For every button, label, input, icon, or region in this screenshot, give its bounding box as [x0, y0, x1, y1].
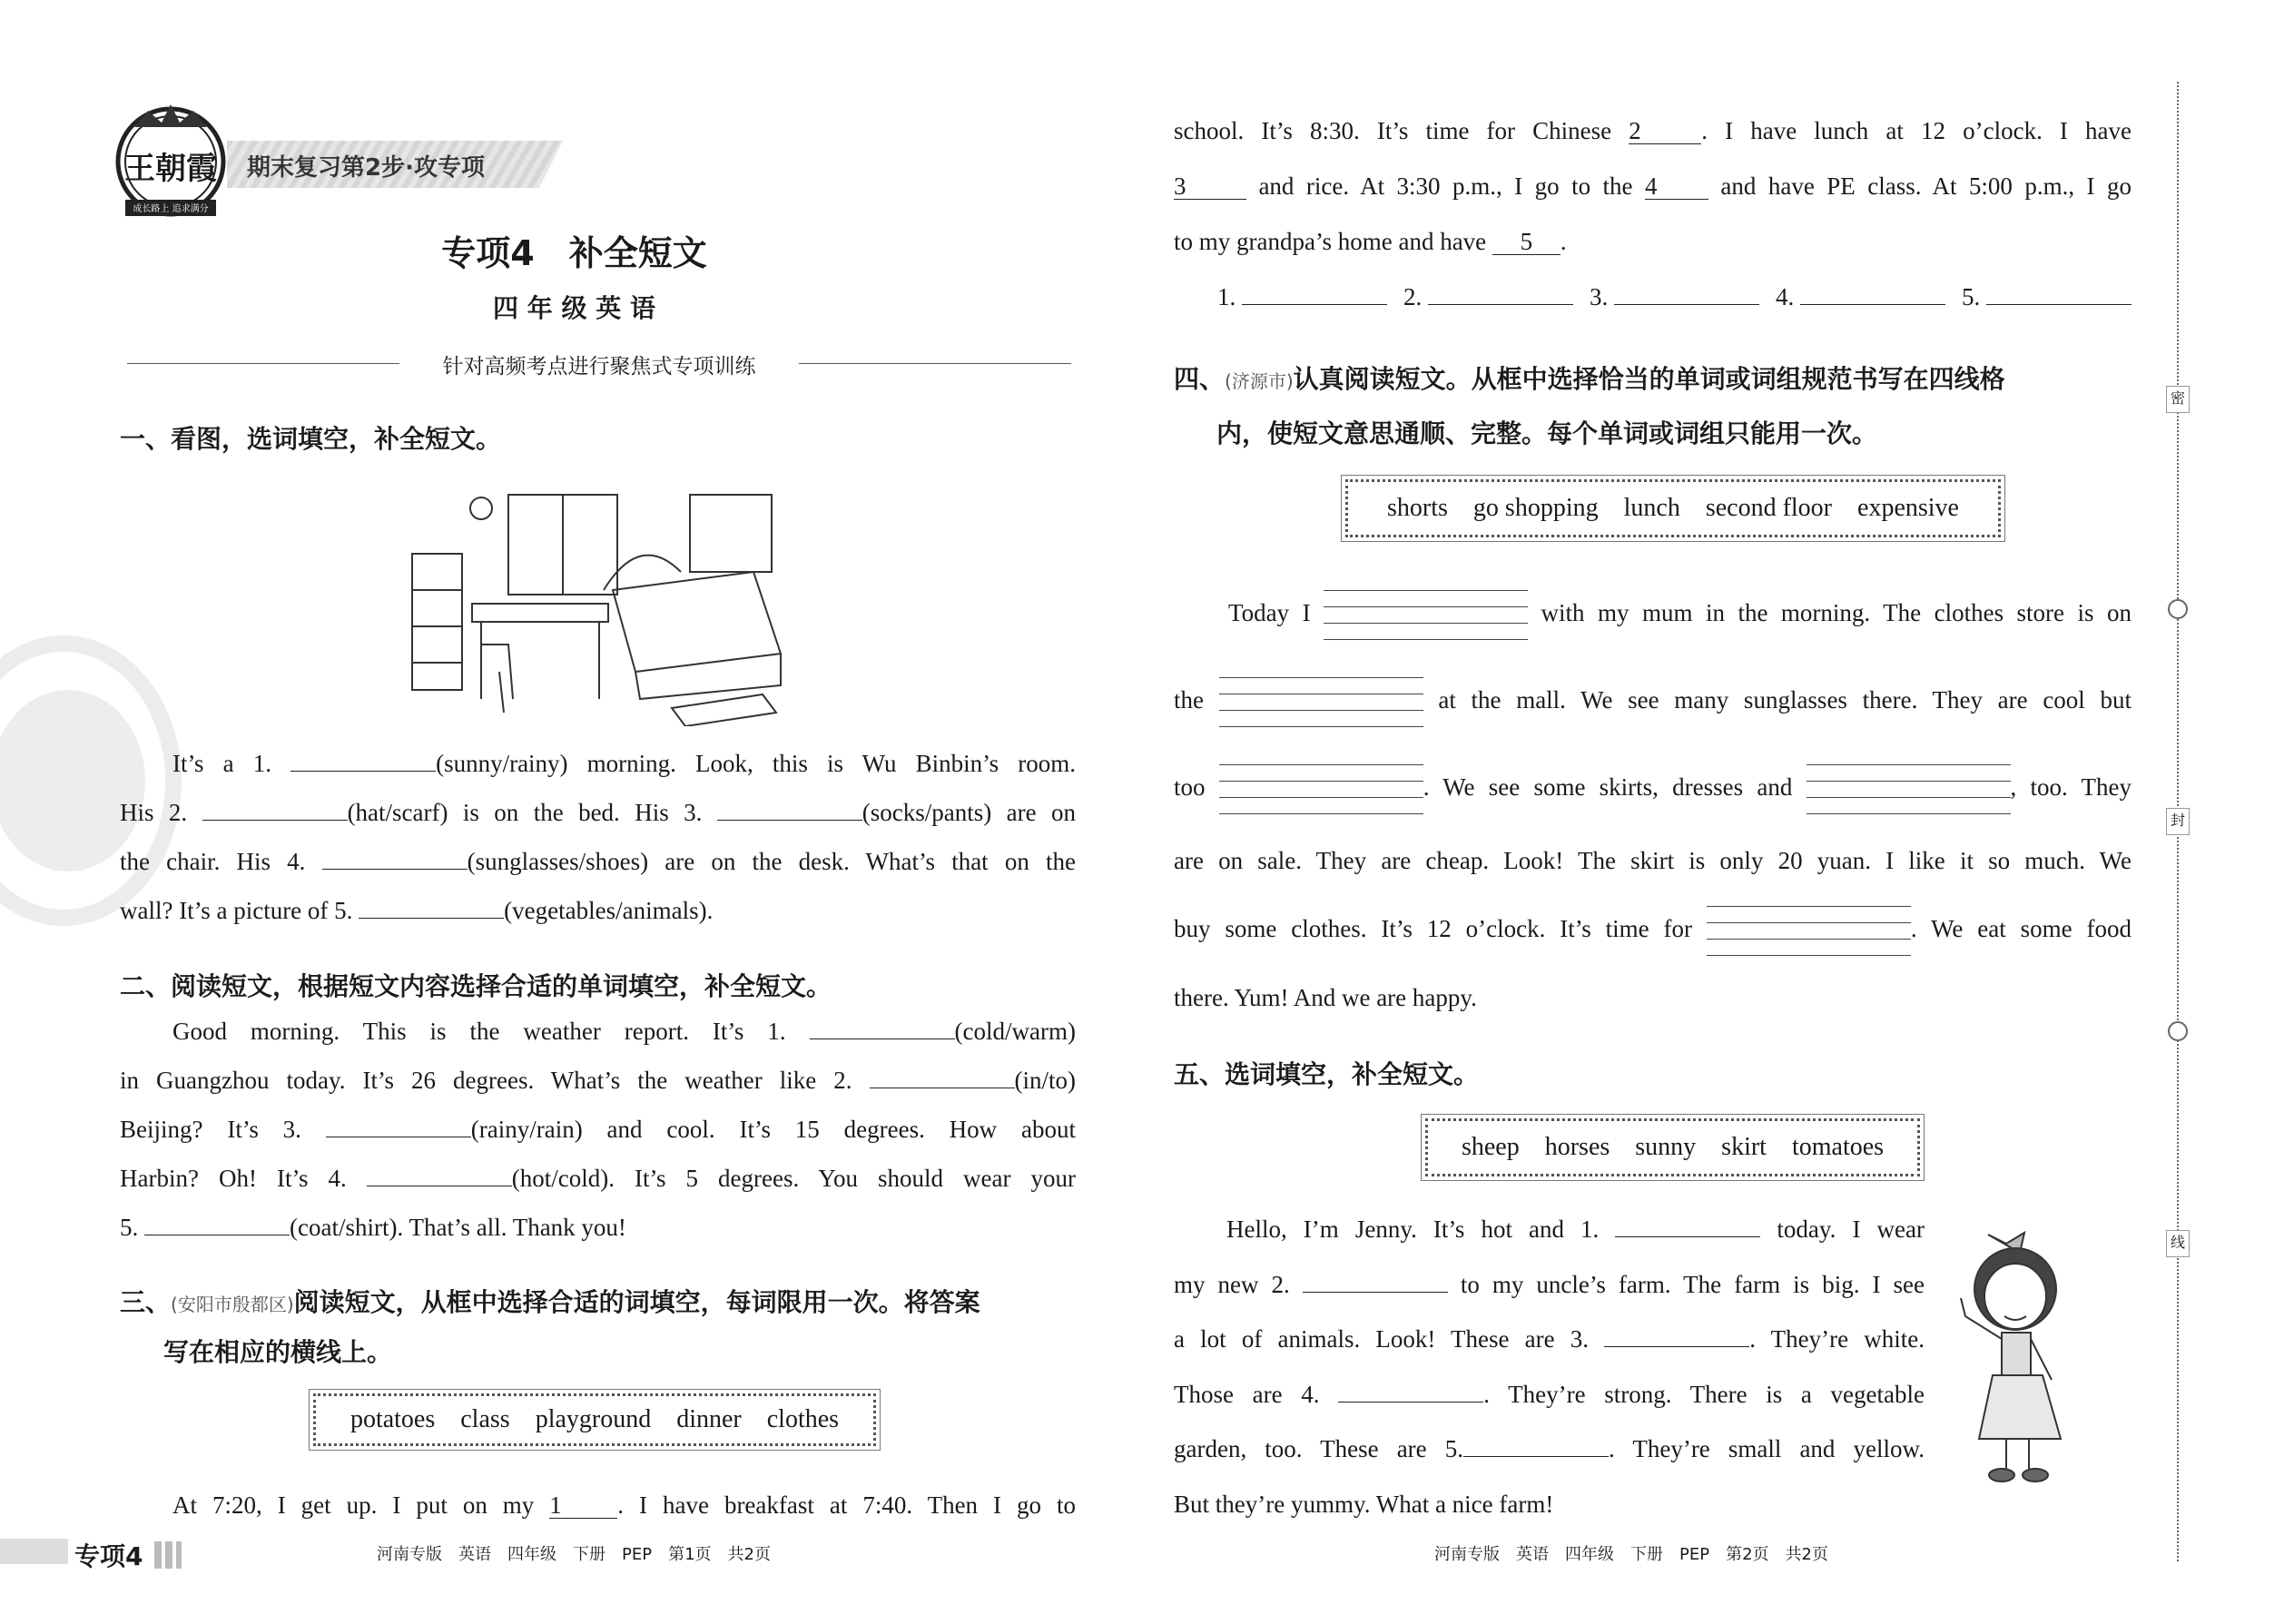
word-playground: playground	[535, 1405, 652, 1434]
s3-cont3: to my grandpa’s home and have 5 .	[1174, 228, 1567, 255]
word-sunny: sunny	[1635, 1133, 1697, 1162]
section2-heading: 二、阅读短文，根据短文内容选择合适的单词填空，补全短文。	[120, 971, 832, 1001]
footer-right: 河南专版 英语 四年级 下册 PEP 第2页 共2页	[1434, 1545, 1828, 1564]
s3-answers: 1. 2. 3. 4. 5.	[1174, 282, 2132, 338]
word-shorts: shorts	[1387, 494, 1448, 523]
word-sheep: sheep	[1461, 1133, 1520, 1162]
s4-line2: the at the mall. We see many sunglasses there. They are cool but	[1174, 659, 2132, 746]
s5-line4: Those are 4. . They’re strong. There is a vegetable	[1174, 1380, 1925, 1408]
s2-line5: 5. (coat/shirt). That’s all. Thank you!	[120, 1214, 626, 1241]
word-lunch: lunch	[1623, 494, 1680, 523]
s1-line1: It’s a 1. (sunny/rainy) morning. Look, this is Wu Binbin’s room.	[172, 750, 1076, 777]
word-potatoes: potatoes	[350, 1405, 436, 1434]
binding-mark-2: 封	[2166, 808, 2190, 835]
section5-heading: 五、选词填空，补全短文。	[1174, 1059, 1480, 1089]
s5-line6: But they’re yummy. What a nice farm!	[1174, 1490, 1554, 1518]
s2-line3: Beijing? It’s 3. (rainy/rain) and cool. It’s 15 degrees. How about	[120, 1116, 1077, 1143]
logo-name: 王朝霞	[124, 151, 217, 187]
binding-dot-2	[2168, 1021, 2188, 1041]
word-skirt: skirt	[1721, 1133, 1767, 1162]
s3-cont2: 3 and rice. At 3:30 p.m., I go to the 4 and have PE class. At 5:00 p.m., I go	[1174, 172, 2132, 200]
section4-wordbox	[1345, 479, 2001, 537]
s1-line3: the chair. His 4. (sunglasses/shoes) are on the desk. What’s that on the	[120, 848, 1076, 875]
section3-heading2: 写在相应的横线上。	[163, 1337, 393, 1367]
four-line-blank[interactable]	[1807, 764, 2011, 815]
s5-line5: garden, too. These are 5. . They’re small and yellow.	[1174, 1435, 1925, 1462]
logo-motto: 成长路上 追求满分	[133, 204, 209, 214]
section5-wordbox	[1425, 1118, 1920, 1176]
tagline-rule-left	[127, 363, 399, 364]
s3-line1: At 7:20, I get up. I put on my 1 . I have breakfast at 7:40. Then I go to	[172, 1491, 1076, 1519]
four-line-blank[interactable]	[1219, 677, 1423, 728]
binding-mark-1: 密	[2166, 386, 2190, 413]
word-expensive: expensive	[1857, 494, 1959, 523]
s4-line6: there. Yum! And we are happy.	[1174, 984, 1477, 1011]
footer-tag-bar	[0, 1539, 68, 1564]
s1-line2: His 2. (hat/scarf) is on the bed. His 3. (socks/pants) are on	[120, 799, 1076, 826]
s5-line2: my new 2. to my uncle’s farm. The farm is big. I see	[1174, 1270, 1925, 1298]
section3-heading: 三、(安阳市殷都区)阅读短文，从框中选择合适的词填空，每词限用一次。将答案	[120, 1287, 980, 1317]
four-line-blank[interactable]	[1219, 764, 1423, 815]
header-banner-label: 期末复习第2步·攻专项	[247, 154, 485, 182]
page-title: 专项4 补全短文	[441, 233, 707, 273]
binding-dot-1	[2168, 599, 2188, 619]
section4-heading2: 内，使短文意思通顺、完整。每个单词或词组只能用一次。	[1216, 418, 1878, 448]
word-second-floor: second floor	[1705, 494, 1833, 523]
word-go-shopping: go shopping	[1472, 494, 1599, 523]
s3-cont1: school. It’s 8:30. It’s time for Chinese 2 . I have lunch at 12 o’clock. I have	[1174, 117, 2132, 144]
section3-wordbox	[313, 1393, 876, 1446]
s1-line4: wall? It’s a picture of 5. (vegetables/animals).	[120, 897, 714, 924]
footer-left: 河南专版 英语 四年级 下册 PEP 第1页 共2页	[377, 1545, 771, 1564]
s2-line2: in Guangzhou today. It’s 26 degrees. What’s the weather like 2. (in/to)	[120, 1067, 1076, 1094]
s4-line4: are on sale. They are cheap. Look! The skirt is only 20 yuan. I like it so much. We	[1174, 847, 2132, 874]
four-line-blank[interactable]	[1324, 590, 1528, 641]
word-class: class	[460, 1405, 510, 1434]
footer-tag-squares	[154, 1541, 182, 1569]
word-tomatoes: tomatoes	[1791, 1133, 1885, 1162]
s4-line3: too . We see some skirts, dresses and , too. They	[1174, 746, 2132, 833]
s2-line1: Good morning. This is the weather report. It’s 1. (cold/warm)	[172, 1018, 1076, 1045]
tagline-rule-right	[799, 363, 1071, 364]
s2-line4: Harbin? Oh! It’s 4. (hot/cold). It’s 5 degrees. You should wear your	[120, 1165, 1076, 1192]
section4-heading: 四、(济源市)认真阅读短文。从框中选择恰当的单词或词组规范书写在四线格	[1174, 364, 2005, 394]
s4-line1: Today I with my mum in the morning. The clothes store is on	[1174, 572, 2132, 659]
s4-line5: buy some clothes. It’s 12 o’clock. It’s time for . We eat some food	[1174, 888, 2132, 975]
word-dinner: dinner	[676, 1405, 742, 1434]
girl-illustration	[1952, 1225, 2097, 1489]
section1-heading: 一、看图，选词填空，补全短文。	[120, 424, 502, 454]
four-line-blank[interactable]	[1707, 906, 1911, 957]
word-clothes: clothes	[766, 1405, 840, 1434]
room-illustration	[399, 490, 790, 726]
s5-line3: a lot of animals. Look! These are 3. . They’re white.	[1174, 1325, 1925, 1353]
footer-tag: 专项4	[74, 1541, 143, 1571]
logo	[107, 100, 234, 222]
binding-mark-3: 线	[2166, 1230, 2190, 1257]
s5-line1: Hello, I’m Jenny. It’s hot and 1. today. I wear	[1226, 1216, 1925, 1243]
page-subtitle: 四 年 级 英 语	[493, 293, 655, 323]
word-horses: horses	[1544, 1133, 1610, 1162]
tagline: 针对高频考点进行聚焦式专项训练	[442, 355, 756, 379]
